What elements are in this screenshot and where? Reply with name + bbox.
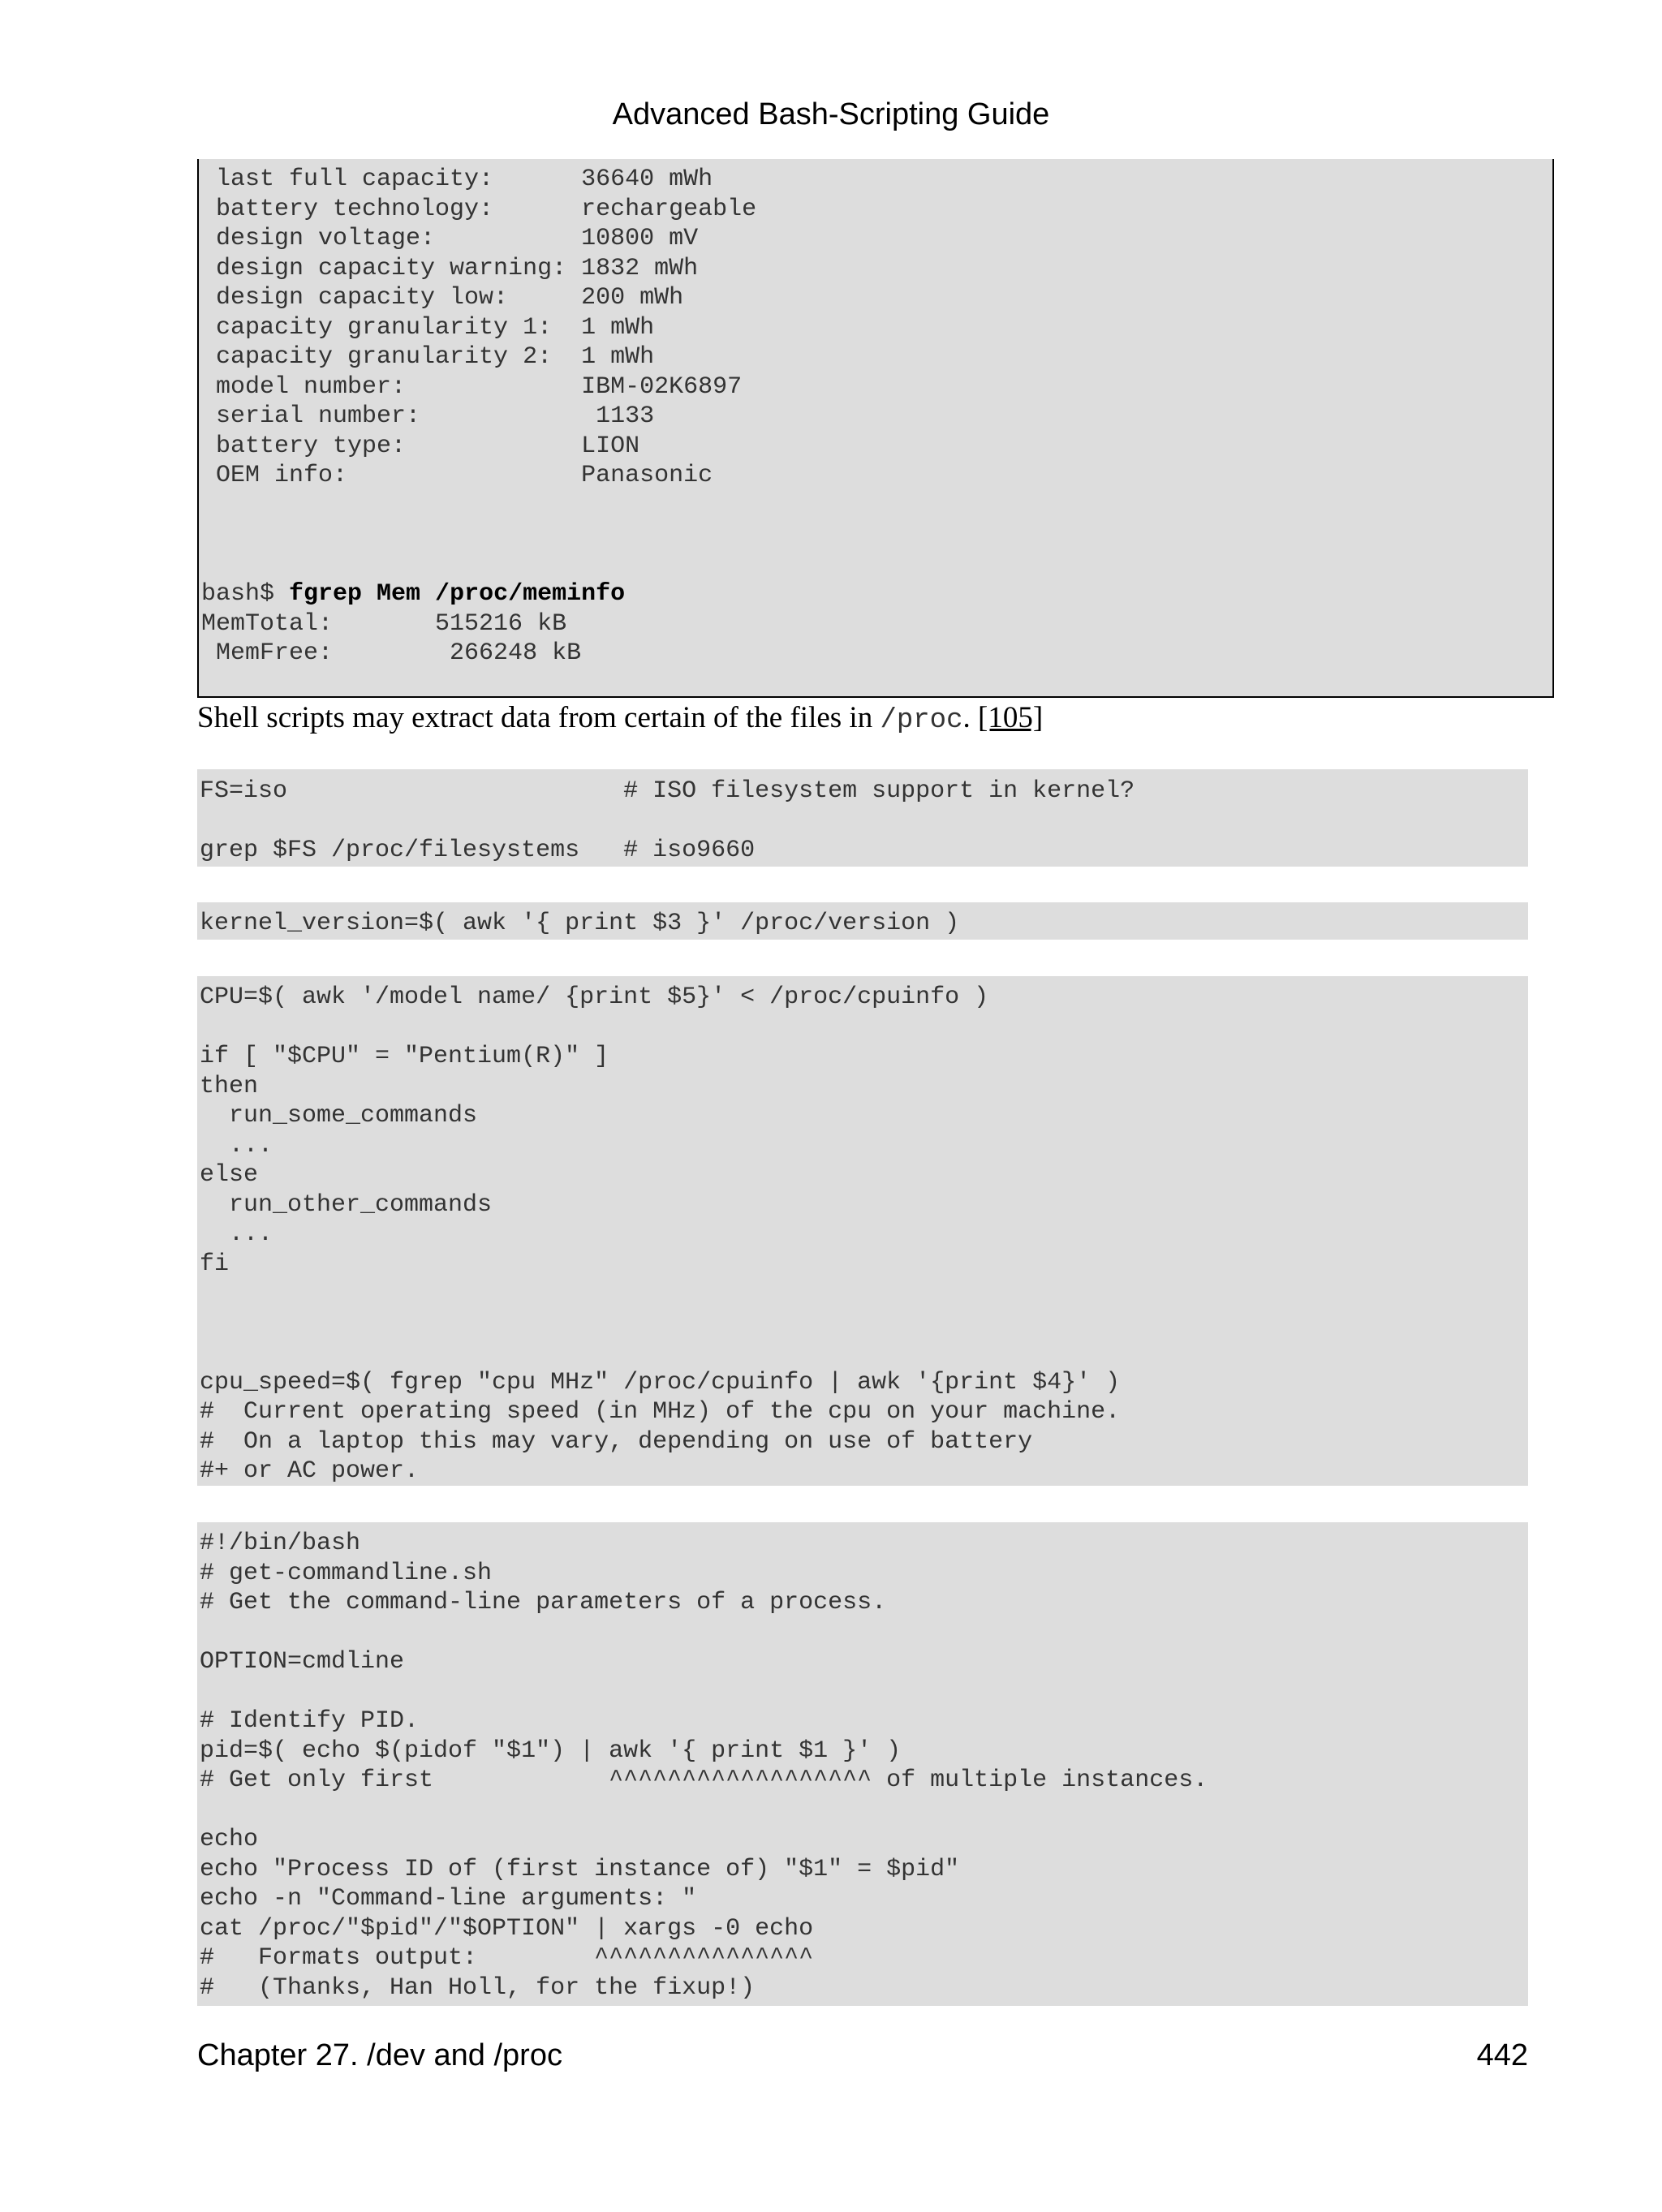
code-text: CPU=$( awk '/model name/ {print $5}' < /proc/cpuinfo ) if [ "$CPU" = "Pentium(R)" ] then run_some_commands ... else run_other_commands ... fi cpu_speed=$( fgrep "cpu MHz" /proc/cpuinfo | awk '{print $4}' ) # Current operating speed (in MHz) of the cpu on your machine. # On a laptop this may vary, depending on use of battery #+ or AC power.: [200, 983, 1121, 1485]
footnote-link[interactable]: [105]: [978, 701, 1044, 734]
paragraph-text: Shell scripts may extract data from certain of the files in: [197, 701, 881, 734]
inline-code-proc: /proc: [880, 705, 963, 736]
footer-page-number: 442: [1476, 2038, 1528, 2072]
code-text: kernel_version=$( awk '{ print $3 }' /proc/version ): [200, 910, 960, 937]
meminfo-output: MemTotal: 515216 kB MemFree: 266248 kB: [201, 609, 582, 667]
battery-info-output: last full capacity: 36640 mWh battery technology: rechargeable design voltage: 10800 mV design capacity warning: 1832 mWh design capacity low: 200 mWh capacity granularity 1: 1 mWh capacity granularity 2: 1 mWh model number: IBM-02K6897 serial number: 1133 battery type: LION OEM info: Panasonic: [216, 166, 757, 489]
shell-command: fgrep Mem /proc/meminfo: [289, 580, 626, 608]
meminfo-command-line: [201, 579, 1552, 609]
code-text: #!/bin/bash # get-commandline.sh # Get the command-line parameters of a process. OPTION=cmdline # Identify PID. pid=$( echo $(pidof "$1") | awk '{ print $1 }' ) # Get only first ^^^^^^^^^^^^^^^^^^ of multiple instances. echo echo "Process ID of (first instance of) "$1" = $pid" echo -n "Command-line arguments: " cat /proc/"$pid"/"$OPTION" | xargs -0 echo # Formats output: ^^^^^^^^^^^^^^^ # (Thanks, Han Holl, for the fixup!): [200, 1530, 1208, 2002]
page-header-title: Advanced Bash-Scripting Guide: [612, 97, 1050, 131]
code-block-fs-check: [197, 769, 1528, 867]
code-block-get-commandline: [197, 1522, 1528, 2006]
paragraph-text-end: .: [962, 701, 978, 734]
screen-output-block: [197, 159, 1554, 698]
footer-chapter: Chapter 27. /dev and /proc: [197, 2038, 562, 2072]
body-paragraph: [197, 699, 1043, 739]
code-block-kernel-version: [197, 902, 1528, 940]
code-block-cpu-check: [197, 976, 1528, 1486]
code-text: FS=iso # ISO filesystem support in kernel? grep $FS /proc/filesystems # iso9660: [200, 777, 1135, 864]
shell-prompt: bash$: [201, 580, 290, 608]
